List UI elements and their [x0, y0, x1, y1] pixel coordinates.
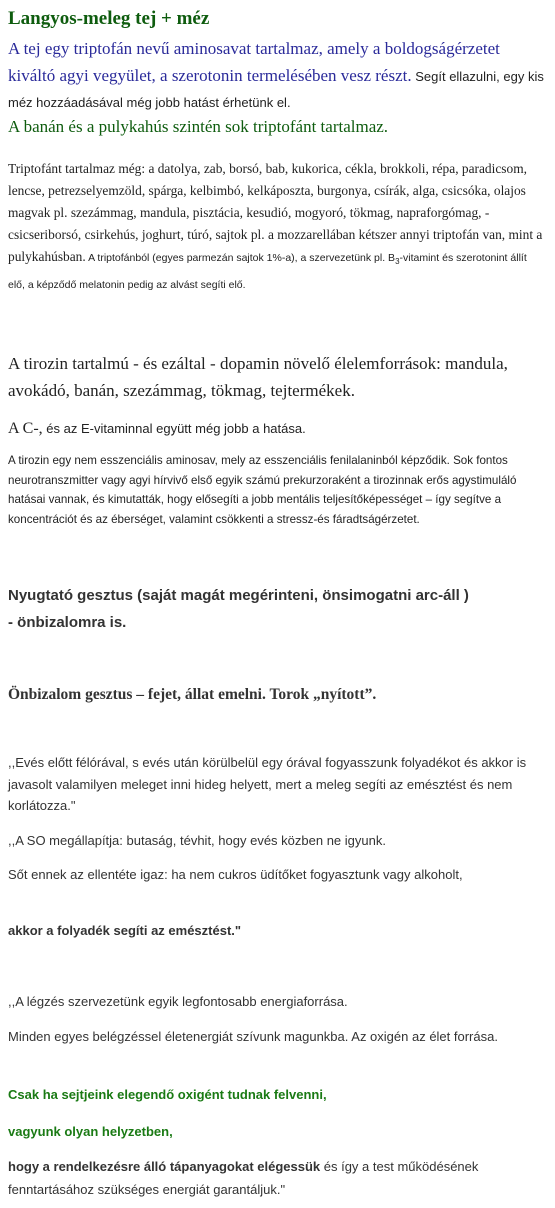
intro-blue-text: A tej egy triptofán nevű aminosavat tartalmaz, amely a boldogságérzetet kiváltó agyi vegyület, a szerotonin termelésében vesz részt.: [8, 39, 500, 85]
breath-p3: Csak ha sejtjeink elegendő oxigént tudnak felvenni,: [8, 1087, 327, 1102]
calming-gesture: Nyugtató gesztus (saját magát megérinteni, önsimogatni arc-áll ) - önbizalomra is.: [8, 587, 469, 631]
tryptophan-list: Triptofánt tartalmaz még: a datolya, zab, borsó, bab, kukorica, cékla, brokkoli, répa, paradicsom, lencse, petrezselyemzöld, spárga, kelbimbó, kelkáposzta, burgonya, csírák, alga, csicsóka, olajos magvak pl. szezámmag, mandula, pisztácia, kesudió, mogyoró, tökmag, napraforgómag, - csicseriborsó, csirkehús, joghurt, túró, sajtok pl. a mozzarellában kétszer annyi triptofán van, mint a pulykahúsban.: [8, 161, 543, 264]
vitamin-line: A C-, és az E-vitaminnal együtt még jobb a hatása.: [8, 420, 306, 437]
page-title: [8, 6, 548, 32]
breath-p1: ,,A légzés szervezetünk egyik legfontosabb energiaforrása.: [8, 994, 348, 1009]
breath-p5: hogy a rendelkezésre álló tápanyagokat elégessük és így a test működésének fenntartásához szükséges energiát garantáljuk.": [8, 1159, 479, 1197]
title-plus: + méz: [156, 8, 210, 29]
breath-p4: vagyunk olyan helyzetben,: [8, 1124, 173, 1139]
eating-p4: akkor a folyadék segíti az emésztést.": [8, 923, 242, 938]
tyrosine-description: A tirozin egy nem esszenciális aminosav, mely az esszenciális fenilalaninból képződik. Sok fontos neurotranszmitter vagy agyi hírvivő első egyik számú prekurzoraként a tirozinnak erős agystimuláló hatásai vannak, és kimutatták, hogy elősegíti a jobb mentális teljesítőképességet – így segítve a koncentrációt és az éberséget, valamint csökkenti a stressz-és fáradtságérzetet.: [8, 454, 517, 526]
eating-p1: ,,Evés előtt félórával, s evés után körülbelül egy órával fogyasszunk folyadékot és akkor is javasolt valamilyen meleget inni hideg helyett, mert a meleg segíti az emésztést és nem korlátozza.": [8, 755, 527, 813]
breath-p2: Minden egyes belégzéssel életenergiát szívunk magunkba. Az oxigén az élet forrása.: [8, 1029, 498, 1044]
intro-small-text: Segít ellazulni, egy kis méz hozzáadásával még jobb hatást érhetünk el.: [8, 69, 544, 110]
tyrosine-heading: A tirozin tartalmú - és ezáltal - dopamin növelő élelemforrások: mandula, avokádó, banán, szezámmag, tökmag, tejtermékek.: [8, 354, 508, 400]
intro-paragraph: [8, 36, 548, 116]
tryptophan-paragraph: [8, 158, 546, 296]
eating-p3: Sőt ennek az ellentéte igaz: ha nem cukros üdítőket fogyasztunk vagy alkoholt,: [8, 867, 463, 882]
banana-line: A banán és a pulykahús szintén sok triptofánt tartalmaz.: [8, 117, 389, 136]
tryptophan-note: A triptofánból (egyes parmezán sajtok 1%-a), a szervezetünk pl. $B_3$-vitamint és szerotonint állít elő, a képződő melatonin pedig az alvást segíti elő.: [8, 252, 527, 292]
title-main: Langyos-meleg tej: [8, 8, 157, 29]
confidence-gesture: Önbizalom gesztus – fejet, állat emelni. Torok „nyított”.: [8, 686, 377, 703]
eating-p2: ,,A SO megállapítja: butaság, tévhit, hogy evés közben ne igyunk.: [8, 833, 386, 848]
